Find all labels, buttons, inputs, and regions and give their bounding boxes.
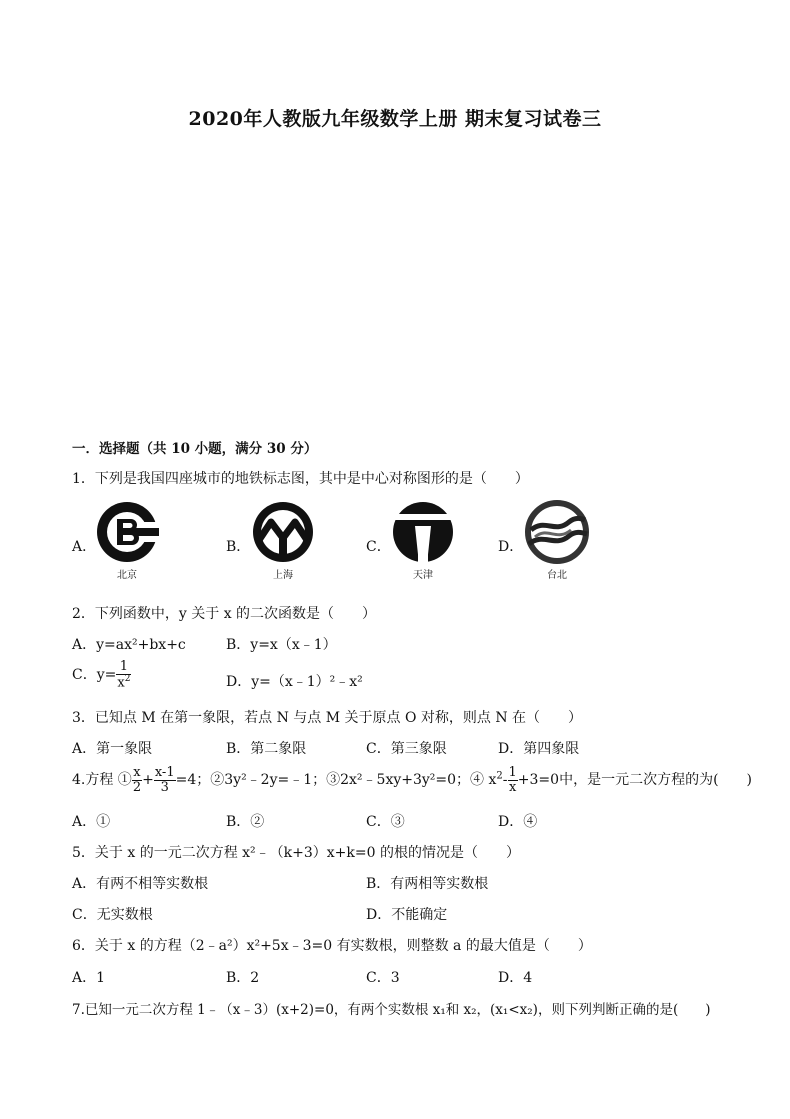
section-heading: 一．选择题（共 10 小题，满分 30 分） (72, 441, 318, 457)
q5-option-a: A．有两不相等实数根 (72, 876, 209, 892)
q4-text-1: 4.方程 ① (72, 772, 132, 789)
q4-f1-numerator: x (133, 765, 141, 780)
q4-fraction-1 (132, 766, 142, 794)
q1-option-d-logo (512, 500, 602, 581)
q1-option-d-caption: 台北 (547, 570, 567, 581)
taipei-metro-logo-icon (525, 500, 589, 564)
q1-option-c-caption: 天津 (413, 570, 433, 581)
q2-option-c-prefix: C．y= (72, 666, 117, 683)
q2-c-denominator-base: x (117, 674, 125, 690)
question-3-stem: 3．已知点 M 在第一象限，若点 N 与点 M 关于原点 O 对称，则点 N 在（ ） (72, 710, 583, 726)
q4-f2-denominator: 3 (160, 779, 169, 795)
q5-option-c: C．无实数根 (72, 907, 153, 923)
q1-option-a-logo (82, 500, 172, 581)
q4-text-3: =4；②3y²﹣2y=﹣1；③2x²﹣5xy+3y²=0；④ x (175, 772, 497, 789)
q3-option-d: D．第四象限 (498, 741, 580, 757)
tianjin-metro-logo-icon (391, 500, 455, 564)
q6-option-d: D．4 (498, 970, 533, 986)
q3-option-b: B．第二象限 (226, 741, 307, 757)
beijing-metro-logo-icon (95, 500, 159, 564)
q2-option-c (72, 660, 131, 690)
q4-fraction-3 (508, 766, 518, 794)
question-5-stem: 5．关于 x 的一元二次方程 x²﹣（k+3）x+k=0 的根的情况是（ ） (72, 845, 520, 861)
q1-option-b-logo (238, 500, 328, 581)
q2-option-d: D．y=（x﹣1）²﹣x² (226, 674, 363, 690)
page-title: 2020年人教版九年级数学上册 期末复习试卷三 (188, 108, 602, 130)
question-7-stem: 7.已知一元二次方程 1﹣（x﹣3）(x+2)=0，有两个实数根 x₁和 x₂，(x₁<x₂)，则下列判断正确的是( ) (72, 1002, 711, 1018)
q5-option-b: B．有两相等实数根 (366, 876, 489, 892)
q5-option-d: D．不能确定 (366, 907, 448, 923)
q4-text-5: +3=0中，是一元二次方程的为( (517, 772, 719, 789)
q4-text-3-exponent: 2 (496, 770, 503, 782)
q3-option-a: A．第一象限 (72, 741, 153, 757)
q1-option-a-caption: 北京 (117, 570, 137, 581)
q4-f1-denominator: 2 (132, 779, 142, 795)
q1-option-b-caption: 上海 (273, 570, 293, 581)
question-2-stem: 2．下列函数中，y 关于 x 的二次函数是（ ） (72, 606, 377, 622)
q6-option-a: A．1 (72, 970, 106, 986)
q1-option-c-label: C． (366, 539, 391, 555)
q4-text-6: ) (718, 772, 753, 789)
question-4-stem (72, 766, 752, 794)
q2-option-b: B．y=x（x﹣1） (226, 637, 337, 653)
q6-option-b: B．2 (226, 970, 260, 986)
question-6-stem: 6．关于 x 的方程（2﹣a²）x²+5x﹣3=0 有实数根，则整数 a 的最大值是（ ） (72, 938, 592, 954)
q2-option-c-fraction (116, 660, 131, 690)
q4-option-b: B．② (226, 814, 265, 830)
q6-option-c: C．3 (366, 970, 400, 986)
q4-f3-denominator: x (508, 779, 517, 795)
q2-c-denominator (116, 675, 131, 690)
q4-option-d: D．④ (498, 814, 538, 830)
question-1-stem: 1．下列是我国四座城市的地铁标志图，其中是中心对称图形的是（ ） (72, 471, 529, 487)
shanghai-metro-logo-icon (251, 500, 315, 564)
q4-option-a: A．① (72, 814, 111, 830)
q4-f2-numerator: x-1 (154, 765, 175, 780)
q1-option-a-label: A． (72, 539, 97, 555)
q4-option-c: C．③ (366, 814, 405, 830)
q4-fraction-2 (154, 766, 176, 794)
q3-option-c: C．第三象限 (366, 741, 447, 757)
q1-option-d-label: D． (498, 539, 524, 555)
q4-text-2: + (142, 772, 154, 789)
q4-text-4: - (502, 772, 508, 789)
q2-c-denominator-exponent: 2 (124, 673, 131, 684)
q1-option-b-label: B． (226, 539, 251, 555)
q2-option-a: A．y=ax²+bx+c (72, 637, 186, 653)
q1-option-c-logo (378, 500, 468, 581)
q2-c-numerator: 1 (116, 660, 131, 675)
q4-f3-numerator: 1 (508, 765, 517, 780)
